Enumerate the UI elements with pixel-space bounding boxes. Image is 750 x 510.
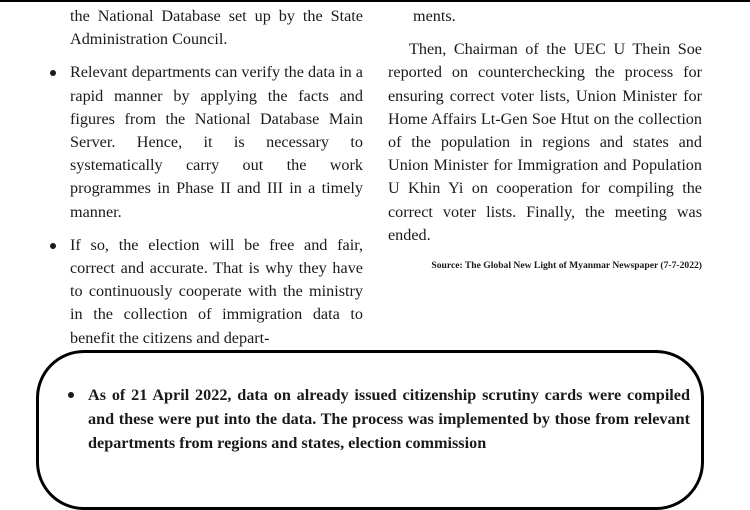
bullet-text: Relevant departments can verify the data in a rapid manner by applying the facts and figures from the National Database Main Server. Hence, it is necessary to systematically carry out the work programmes in Phase II and III in a timely manner. [70, 63, 363, 221]
right-continuation: ments. [413, 7, 456, 25]
list-item [50, 234, 363, 350]
top-rule [0, 0, 750, 2]
bullet-icon [50, 243, 56, 249]
bullet-icon [50, 70, 56, 76]
highlight-box-item [68, 383, 690, 455]
source-citation: Source: The Global New Light of Myanmar Newspaper (7-7-2022) [431, 260, 702, 272]
right-paragraph: Then, Chairman of the UEC U Thein Soe reported on counterchecking the process for ensuring correct voter lists, Union Minister for Home Affairs Lt-Gen Soe Htut on the collection of the population in regions and states and Union Minister for Immigration and Population U Khin Yi on cooperation for compiling the correct voter lists. Finally, the meeting was ended. [388, 40, 702, 244]
left-column [50, 5, 363, 360]
bullet-text: If so, the election will be free and fair, correct and accurate. That is why they have to continuously cooperate with the ministry in the collection of immigration data to benefit the citizens and depart- [70, 235, 363, 347]
bullet-icon [68, 392, 74, 398]
left-continuation: the National Database set up by the State Administration Council. [70, 7, 363, 49]
right-column [388, 5, 702, 273]
list-item [50, 61, 363, 223]
highlight-box-text: As of 21 April 2022, data on already issued citizenship scrutiny cards were compiled and these were put into the data. The process was implemented by those from relevant departments from regions and states, election commission [88, 386, 690, 452]
